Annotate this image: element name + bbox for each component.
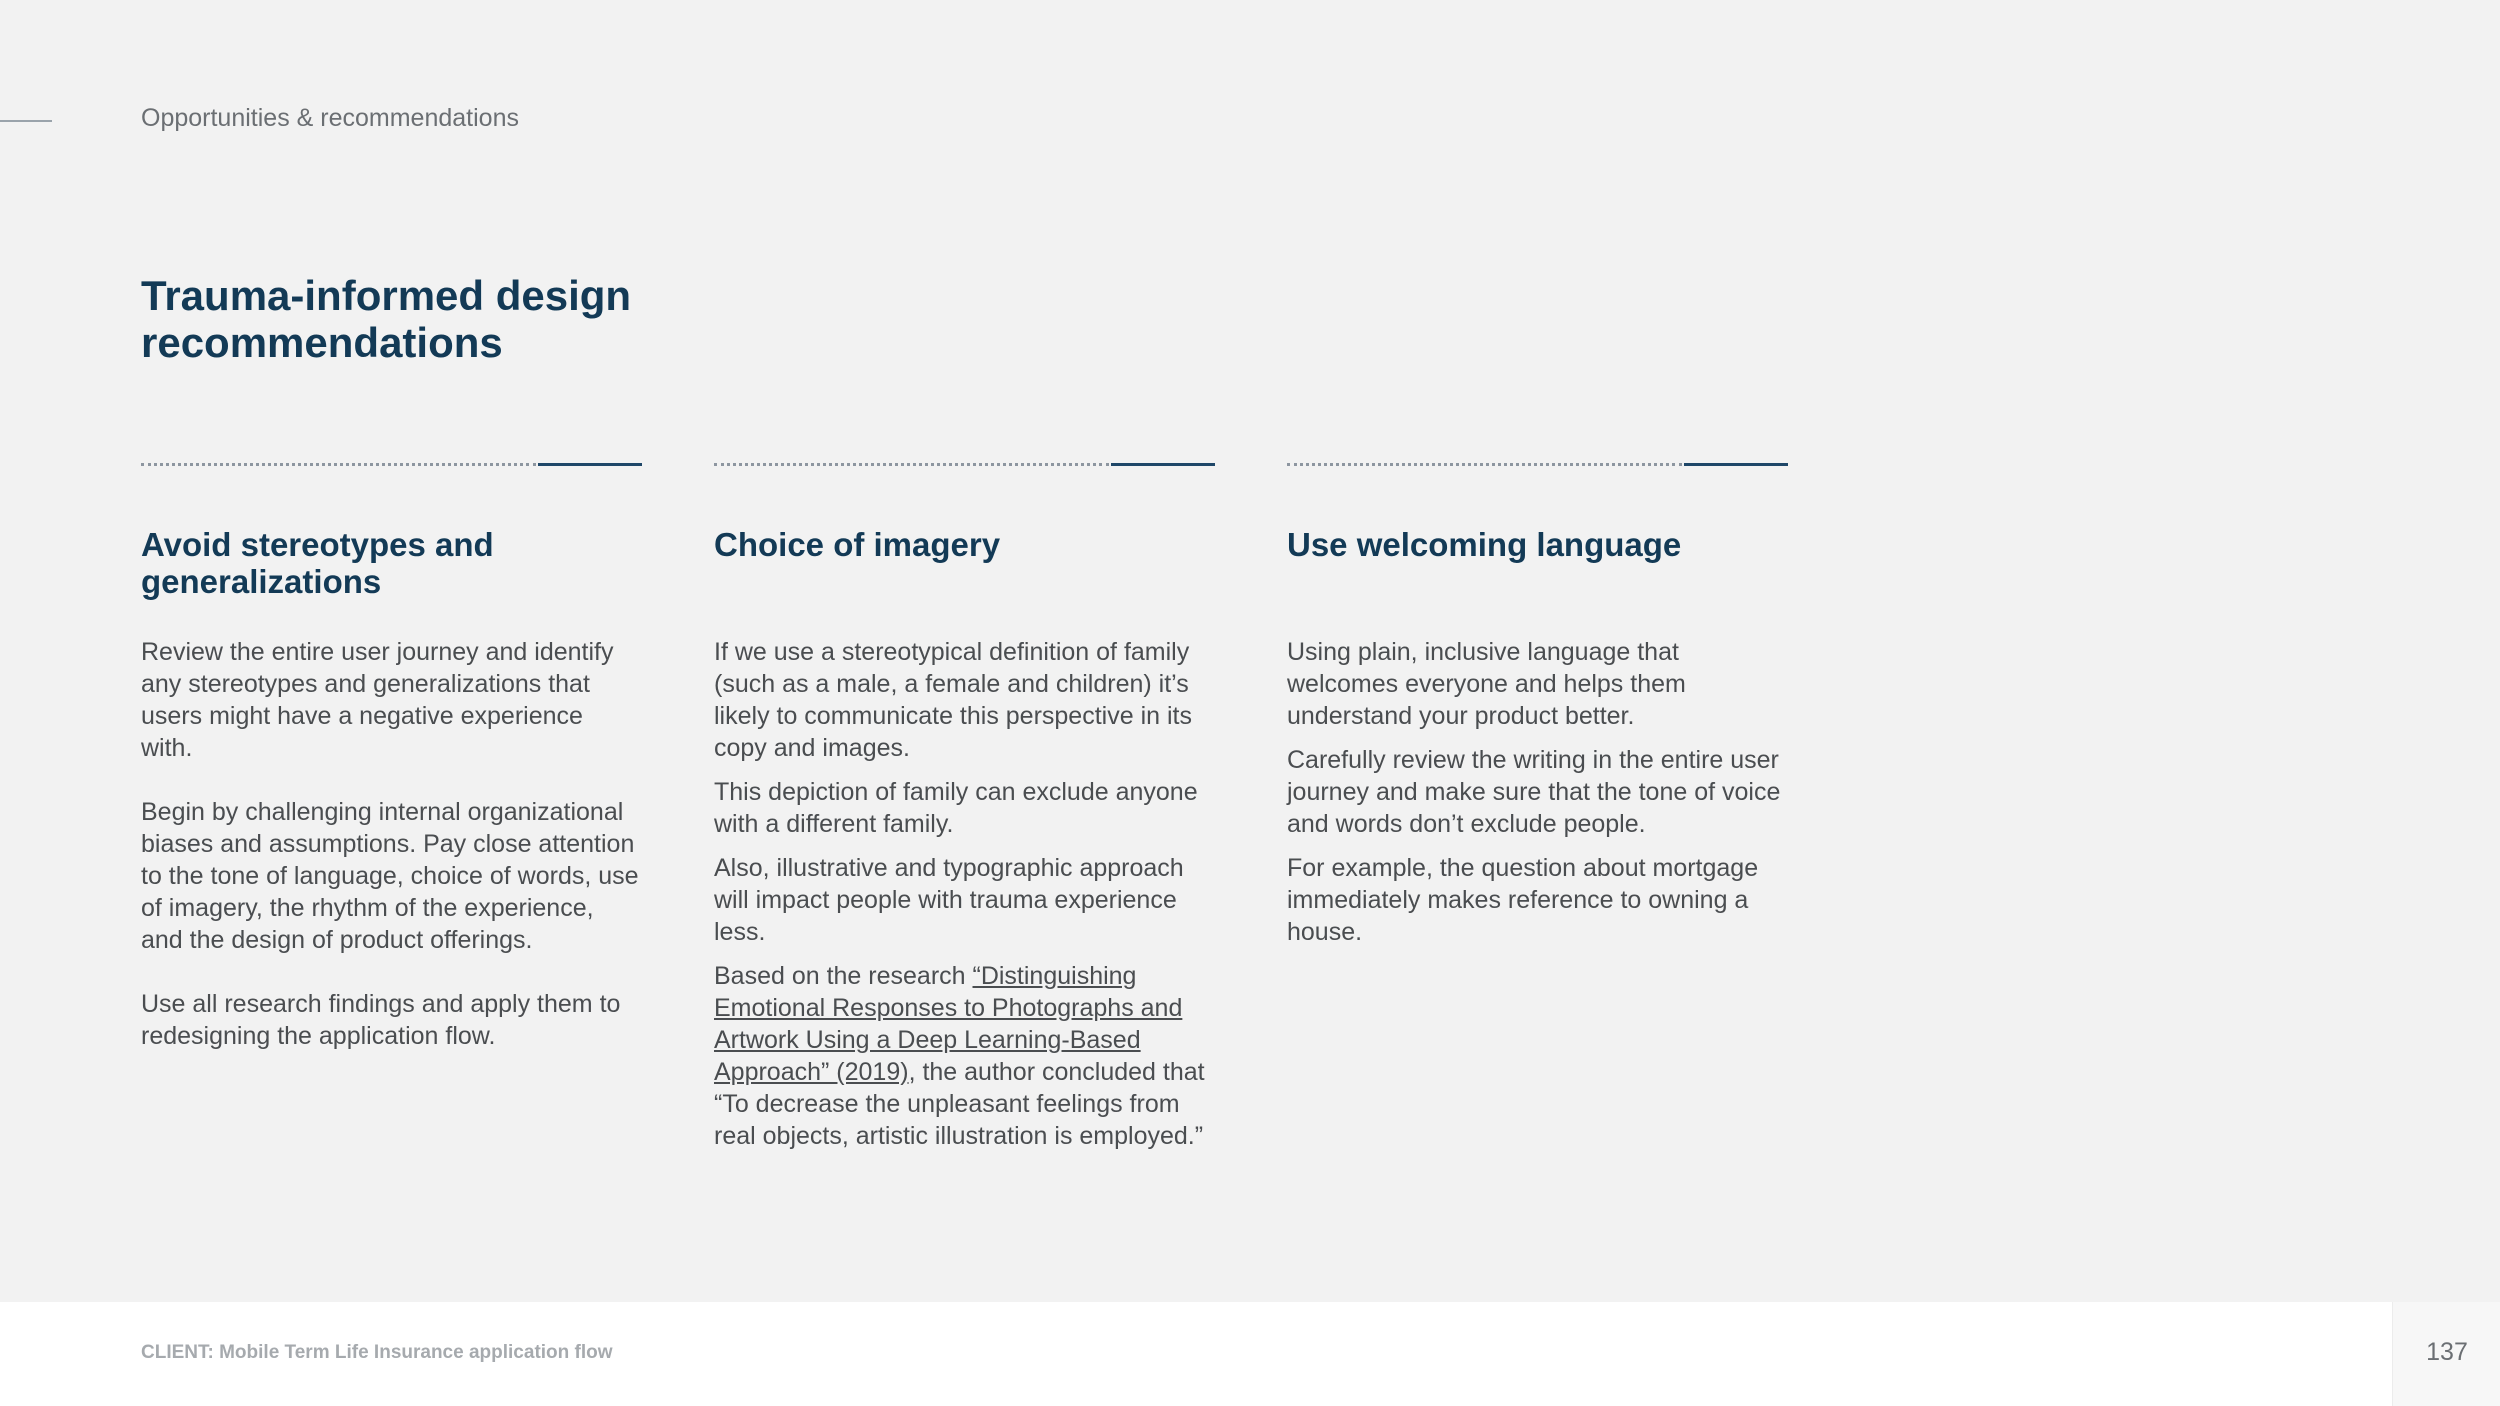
column-paragraph: Review the entire user journey and identify any stereotypes and generalizations that users might have a negative experience with. xyxy=(141,638,614,762)
column-paragraph: For example, the question about mortgage immediately makes reference to owning a house. xyxy=(1287,854,1759,946)
column-divider xyxy=(141,462,642,466)
research-prefix: Based on the research xyxy=(714,962,973,990)
research-link[interactable]: “Distinguishing Emotional Responses to Photographs and Artwork Using a Deep Learning-Based Approach” (2019) xyxy=(714,962,1183,1086)
column-avoid-stereotypes xyxy=(141,462,641,1084)
footer-bar xyxy=(0,1302,2500,1406)
column-choice-of-imagery xyxy=(714,462,1214,1164)
column-paragraph: Carefully review the writing in the entire user journey and make sure that the tone of voice and words don’t exclude people. xyxy=(1287,746,1781,838)
page-number: 137 xyxy=(2426,1338,2468,1366)
page-number-box xyxy=(2392,1302,2500,1406)
column-paragraph: Also, illustrative and typographic approach will impact people with trauma experience less. xyxy=(714,854,1184,946)
research-suffix: , the author concluded that “To decrease the unpleasant feelings from real objects, artistic illustration is employed.” xyxy=(714,1058,1205,1150)
column-heading: Use welcoming language xyxy=(1287,526,1682,563)
column-heading: Choice of imagery xyxy=(714,526,1001,563)
column-paragraph: Using plain, inclusive language that welcomes everyone and helps them understand your product better. xyxy=(1287,638,1686,730)
column-divider xyxy=(1287,462,1788,466)
page-title: Trauma-informed design recommendations xyxy=(141,272,632,366)
top-rule-divider xyxy=(0,120,52,122)
footer-client-label: CLIENT: Mobile Term Life Insurance application flow xyxy=(141,1342,613,1363)
column-divider xyxy=(714,462,1215,466)
section-label: Opportunities & recommendations xyxy=(141,104,519,132)
column-paragraph: If we use a stereotypical definition of family (such as a male, a female and children) it’s likely to communicate this perspective in its copy and images. xyxy=(714,638,1192,762)
research-paragraph xyxy=(714,960,1214,1152)
column-paragraph: Begin by challenging internal organizational biases and assumptions. Pay close attention to the tone of language, choice of words, use of imagery, the rhythm of the experience, and the design of product offerings. xyxy=(141,798,639,954)
column-welcoming-language xyxy=(1287,462,1787,960)
column-paragraph: Use all research findings and apply them to redesigning the application flow. xyxy=(141,990,621,1050)
column-heading: Avoid stereotypes and generalizations xyxy=(141,526,494,600)
column-paragraph: This depiction of family can exclude anyone with a different family. xyxy=(714,778,1198,838)
